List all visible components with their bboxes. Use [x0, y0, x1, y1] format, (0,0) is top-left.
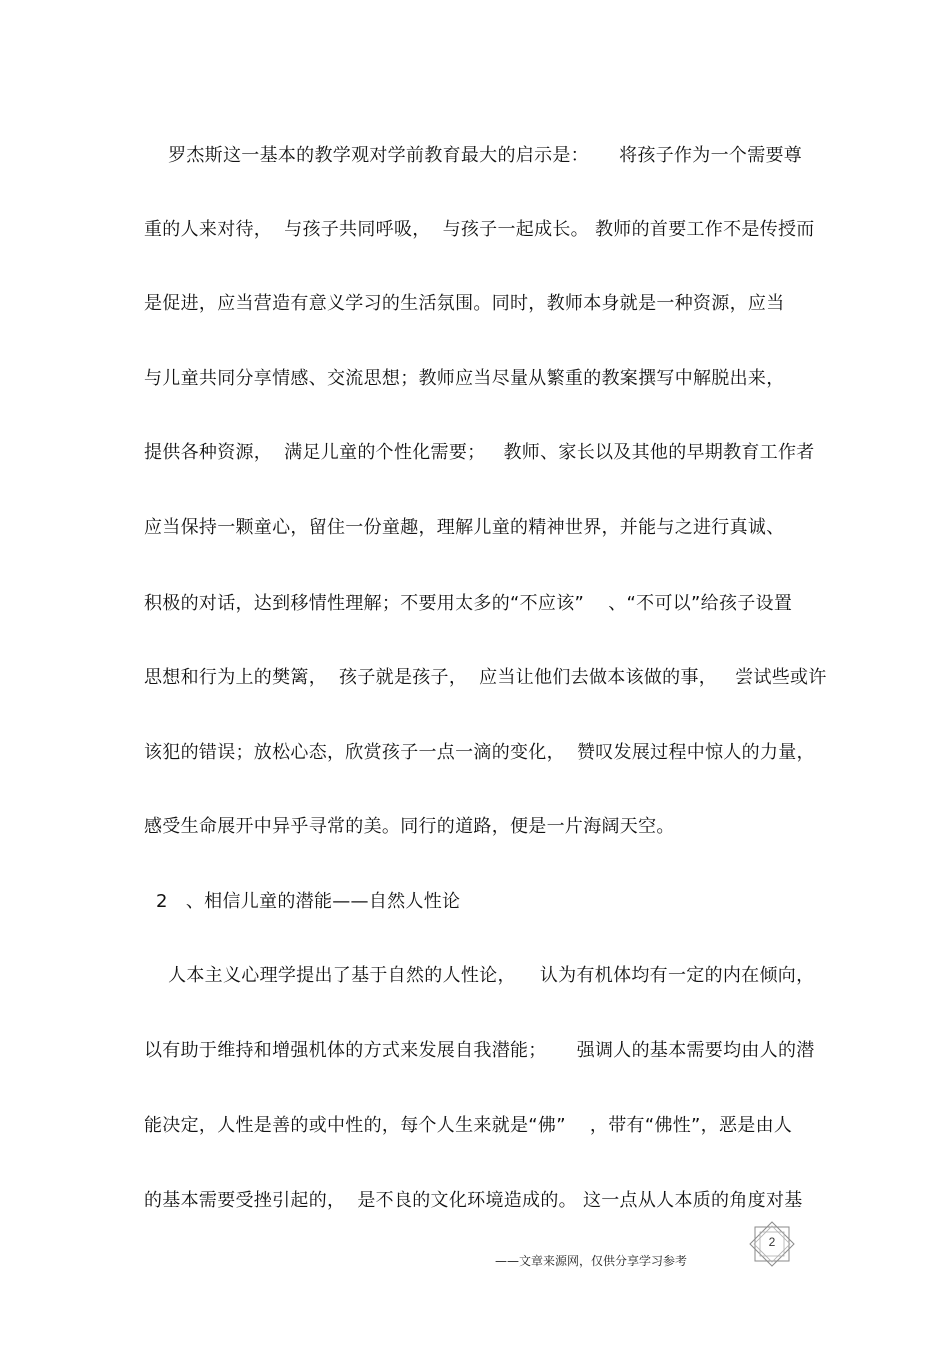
- paragraph-line: 重的人来对待， 与孩子共同呼吸， 与孩子一起成长。 教师的首要工作不是传授而: [144, 219, 815, 240]
- paragraph-line: 能决定，人性是善的或中性的，每个人生来就是“佛” ，带有“佛性”，恶是由人: [144, 1115, 793, 1136]
- paragraph-line: 罗杰斯这一基本的教学观对学前教育最大的启示是： 将孩子作为一个需要尊: [144, 145, 803, 166]
- paragraph-line: 的基本需要受挫引起的， 是不良的文化环境造成的。 这一点从人本质的角度对基: [144, 1190, 803, 1211]
- paragraph-line: 与儿童共同分享情感、交流思想；教师应当尽量从繁重的教案撰写中解脱出来，: [144, 368, 785, 389]
- page-number: 2: [768, 1235, 776, 1249]
- paragraph-line: 提供各种资源， 满足儿童的个性化需要； 教师、家长以及其他的早期教育工作者: [144, 442, 815, 463]
- paragraph-line: 是促进，应当营造有意义学习的生活氛围。同时，教师本身就是一种资源，应当: [144, 293, 785, 314]
- section-heading: 2 、相信儿童的潜能——自然人性论: [144, 891, 461, 912]
- page-number-badge: [749, 1221, 795, 1267]
- paragraph-line: 以有助于维持和增强机体的方式来发展自我潜能； 强调人的基本需要均由人的潜: [144, 1040, 815, 1061]
- paragraph-line: 思想和行为上的樊篱， 孩子就是孩子， 应当让他们去做本该做的事， 尝试些或许: [144, 667, 827, 688]
- paragraph-line: 感受生命展开中异乎寻常的美。同行的道路，便是一片海阔天空。: [144, 816, 675, 837]
- paragraph-line: 该犯的错误；放松心态，欣赏孩子一点一滴的变化， 赞叹发展过程中惊人的力量，: [144, 742, 815, 763]
- footer-source-note: ——文章来源网，仅供分享学习参考: [495, 1254, 688, 1268]
- paragraph-line: 人本主义心理学提出了基于自然的人性论， 认为有机体均有一定的内在倾向，: [144, 965, 815, 986]
- paragraph-line: 积极的对话，达到移情性理解；不要用太多的“不应该” 、“不可以”给孩子设置: [144, 593, 793, 614]
- paragraph-line: 应当保持一颗童心，留住一份童趣，理解儿童的精神世界，并能与之进行真诚、: [144, 517, 785, 538]
